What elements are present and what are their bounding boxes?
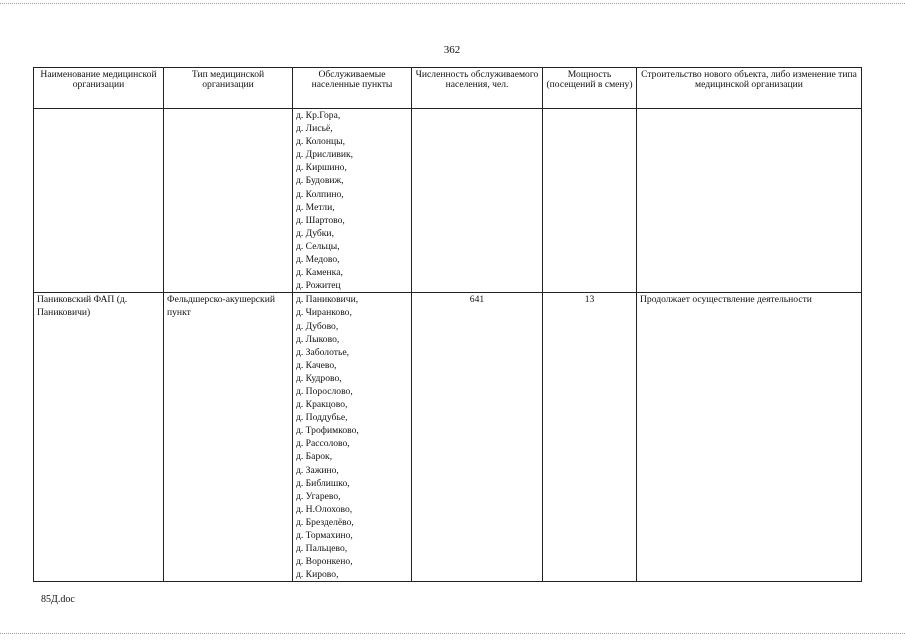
settlement-item: д. Кудрово,	[296, 372, 342, 384]
settlement-item: д. Каменка,	[296, 267, 343, 279]
settlement-item: д. Рассолово,	[296, 438, 350, 450]
settlement-item: д. Воронкено,	[296, 556, 353, 568]
header-org-name: Наименование медицинской организации	[34, 68, 164, 109]
settlement-item: д. Дубки,	[296, 227, 334, 239]
settlement-item: д. Медово,	[296, 254, 340, 266]
status-cell: Продолжает осуществление деятельности	[637, 293, 862, 582]
header-construction: Строительство нового объекта, либо изменение типа медицинской организации	[637, 68, 862, 109]
table-row	[34, 293, 862, 582]
settlement-item: д. Заболотье,	[296, 346, 349, 358]
settlement-item: д. Поддубье,	[296, 412, 348, 424]
scan-edge-bottom	[0, 633, 905, 634]
settlement-item: д. Сельцы,	[296, 240, 340, 252]
settlement-item: д. Рожитец	[296, 280, 341, 292]
file-name-footer: 85Д.doc	[41, 594, 75, 605]
population-cell	[412, 109, 543, 293]
settlement-item: д. Библишко,	[296, 477, 350, 489]
settlement-item: д. Лисьё,	[296, 123, 333, 135]
capacity-cell: 13	[543, 293, 637, 582]
status-cell	[637, 109, 862, 293]
settlement-item: д. Колпино,	[296, 188, 344, 200]
settlement-item: д. Дубово,	[296, 320, 339, 332]
header-population: Численность обслуживаемого населения, чел.	[412, 68, 543, 109]
header-org-type: Тип медицинской организации	[164, 68, 293, 109]
settlement-item: д. Порослово,	[296, 385, 353, 397]
settlements-cell	[293, 109, 412, 293]
settlement-item: д. Зажино,	[296, 464, 339, 476]
settlement-item: д. Шартово,	[296, 214, 345, 226]
settlement-item: д. Кракцово,	[296, 399, 348, 411]
settlement-item: д. Киршино,	[296, 162, 347, 174]
settlement-item: д. Дрисливик,	[296, 149, 354, 161]
org-type-cell	[164, 109, 293, 293]
settlement-item: д. Н.Олохово,	[296, 503, 353, 515]
scan-edge-top	[0, 3, 905, 4]
settlement-item: д. Будовиж,	[296, 175, 344, 187]
table-row	[34, 109, 862, 293]
settlement-item: д. Кр.Гора,	[296, 110, 341, 121]
page-number: 362	[443, 44, 461, 56]
settlement-item: д. Лыково,	[296, 333, 340, 345]
header-settlements: Обслуживаемые населенные пункты	[293, 68, 412, 109]
settlement-item: д. Кирово,	[296, 569, 339, 581]
settlement-item: д. Колонцы,	[296, 136, 345, 148]
settlement-item: д. Метли,	[296, 201, 335, 213]
population-cell: 641	[412, 293, 543, 582]
capacity-cell	[543, 109, 637, 293]
settlement-item: д. Качево,	[296, 359, 337, 371]
settlement-item: д. Трофимково,	[296, 425, 359, 437]
facility-table	[33, 67, 862, 582]
org-type-cell: Фельдшерско-акушерский пункт	[164, 293, 293, 582]
settlement-item: д. Пальцево,	[296, 543, 348, 555]
org-name-cell	[34, 109, 164, 293]
settlement-item: д. Барок,	[296, 451, 333, 463]
settlement-item: д. Паниковичи,	[296, 294, 359, 306]
settlement-item: д. Угарево,	[296, 490, 341, 502]
settlement-item: д. Чиранково,	[296, 307, 352, 319]
settlement-item: д. Брезделёво,	[296, 516, 354, 528]
header-capacity: Мощность (посещений в смену)	[543, 68, 637, 109]
settlement-item: д. Тормахино,	[296, 530, 353, 541]
org-name-cell: Паниковский ФАП (д. Паниковичи)	[34, 293, 164, 582]
table-header-row	[34, 68, 862, 109]
settlements-cell	[293, 293, 412, 582]
